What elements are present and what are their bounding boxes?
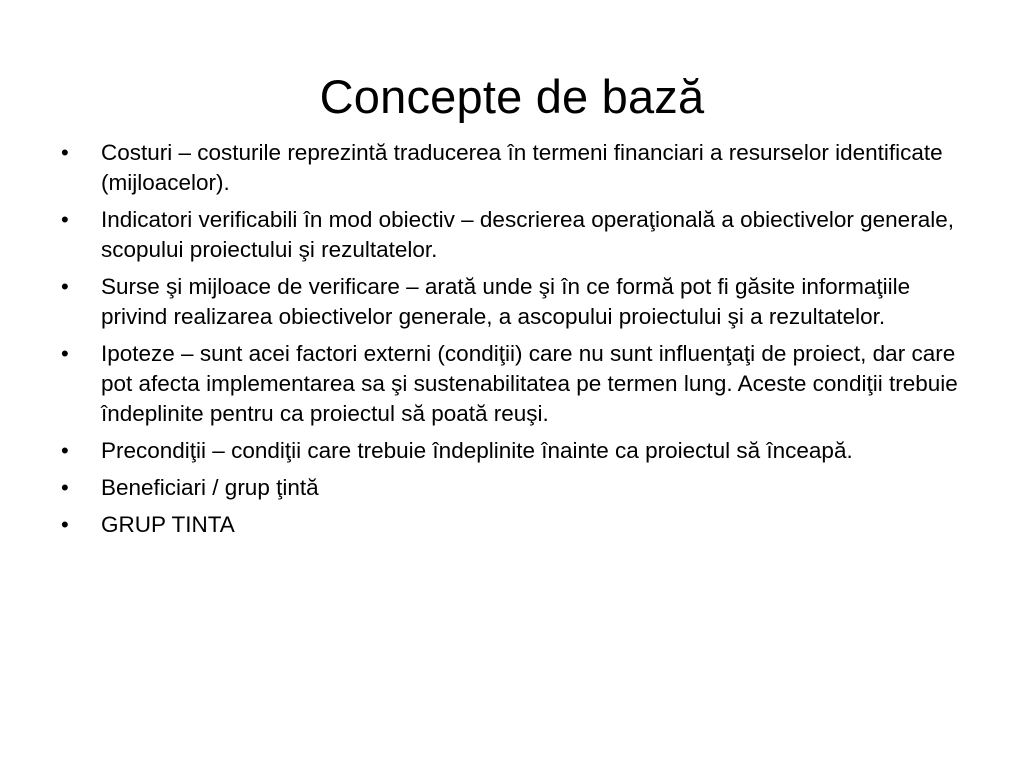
bullet-item-ipoteze <box>60 339 970 429</box>
bullet-text: Beneficiari / grup ţintă <box>101 475 319 500</box>
slide-title: Concepte de bază <box>319 70 705 123</box>
bullet-text: Surse şi mijloace de verificare – arată unde şi în ce formă pot fi găsite informaţiile privind realizarea obiectivelor generale, a ascopului proiectului şi a rezultatelor. <box>101 274 911 329</box>
bullet-dot-icon: • <box>61 438 69 463</box>
bullet-item-preconditii <box>60 436 970 466</box>
bullet-item-beneficiari <box>60 473 970 503</box>
bullet-dot-icon: • <box>61 475 69 500</box>
bullet-text: GRUP TINTA <box>101 512 235 537</box>
bullet-dot-icon: • <box>61 207 69 232</box>
bullet-item-costuri <box>60 138 970 198</box>
bullet-text: Precondiţii – condiţii care trebuie îndeplinite înainte ca proiectul să înceapă. <box>101 438 853 463</box>
bullet-dot-icon: • <box>61 274 69 299</box>
bullet-item-surse <box>60 272 970 332</box>
bullet-item-indicatori <box>60 205 970 265</box>
bullet-dot-icon: • <box>61 140 69 165</box>
bullet-dot-icon: • <box>61 512 69 537</box>
bullet-text: Indicatori verificabili în mod obiectiv – descrierea operaţională a obiectivelor generale, scopului proiectului şi rezultatelor. <box>101 207 954 262</box>
bullet-list <box>60 138 970 547</box>
bullet-dot-icon: • <box>61 341 69 366</box>
bullet-item-grup-tinta <box>60 510 970 540</box>
bullet-text: Costuri – costurile reprezintă traducerea în termeni financiari a resurselor identificate (mijloacelor). <box>101 140 943 195</box>
bullet-text: Ipoteze – sunt acei factori externi (condiţii) care nu sunt influenţaţi de proiect, dar care pot afecta implementarea sa şi sustenabilitatea pe termen lung. Aceste condiţii trebuie îndeplinite pentru ca proiectul să poată reuşi. <box>101 341 958 426</box>
